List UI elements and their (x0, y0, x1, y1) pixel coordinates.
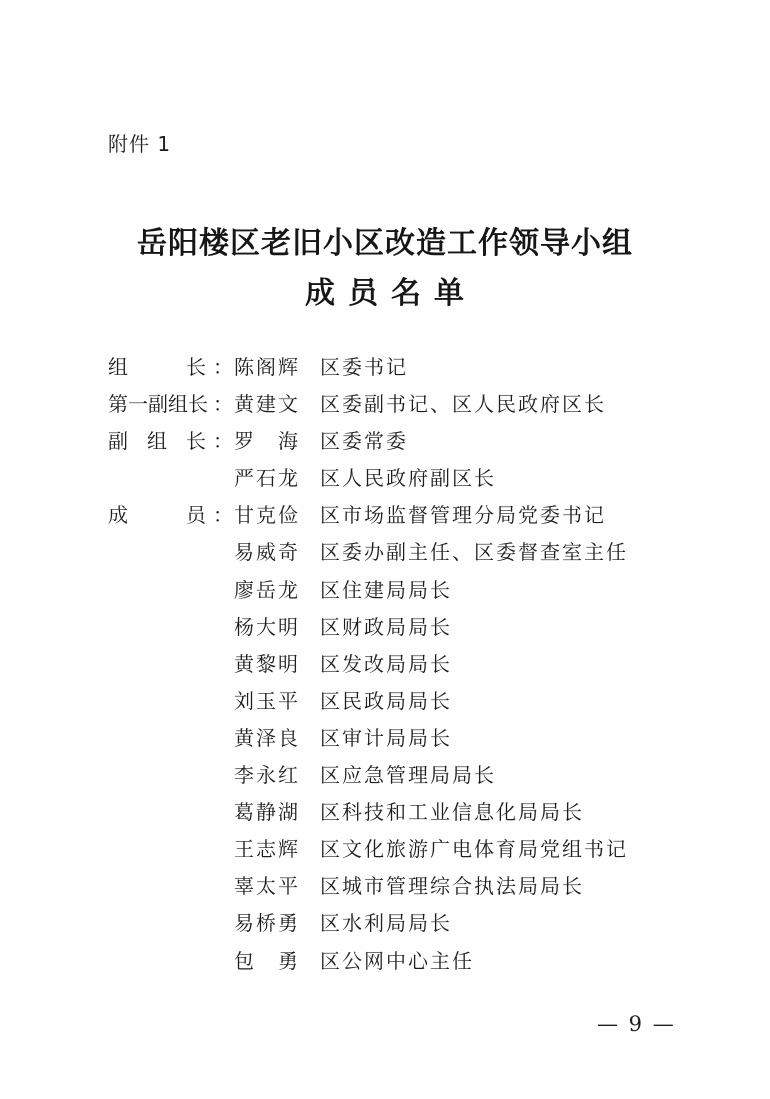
member-position: 区发改局局长 (320, 651, 452, 676)
member-row (108, 794, 708, 831)
member-row (108, 349, 708, 386)
member-position: 区人民政府副区长 (320, 466, 496, 491)
member-position: 区市场监督管理分局党委书记 (320, 503, 606, 528)
page-number: — 9 — (597, 1012, 676, 1036)
member-name: 严 石 龙 (234, 466, 298, 491)
member-row (108, 720, 708, 757)
member-position: 区住建局局长 (320, 577, 452, 602)
member-name: 刘 玉 平 (234, 688, 298, 713)
role-colon: ： (213, 392, 233, 417)
member-position: 区科技和工业信息化局局长 (320, 800, 584, 825)
member-name: 廖 岳 龙 (234, 577, 298, 602)
member-name: 易 威 奇 (234, 540, 298, 565)
member-position: 区文化旅游广电体育局党组书记 (320, 837, 628, 862)
member-name: 黄 建 文 (234, 392, 298, 417)
member-position: 区委副书记、区人民政府区长 (320, 392, 606, 417)
document-title: 岳阳楼区老旧小区改造工作领导小组 (137, 226, 633, 261)
member-role: 副 组 长 (108, 429, 206, 454)
member-row (108, 683, 708, 720)
member-row (108, 905, 708, 942)
member-position: 区委办副主任、区委督查室主任 (320, 540, 628, 565)
member-row (108, 534, 708, 571)
member-row (108, 572, 708, 609)
member-row (108, 943, 708, 980)
member-list (108, 349, 708, 980)
member-name: 包 勇 (234, 948, 298, 973)
member-name: 杨 大 明 (234, 614, 298, 639)
member-position: 区委常委 (320, 429, 408, 454)
member-position: 区水利局局长 (320, 911, 452, 936)
member-position: 区公网中心主任 (320, 948, 474, 973)
member-position: 区委书记 (320, 355, 408, 379)
member-position: 区民政局局长 (320, 688, 452, 713)
member-row (108, 646, 708, 683)
member-name: 易 桥 勇 (234, 911, 298, 936)
member-row (108, 460, 708, 497)
member-role: 组 长 (108, 355, 206, 379)
member-role: 成 员 (108, 503, 206, 528)
role-colon: ： (213, 429, 233, 454)
member-row (108, 423, 708, 460)
member-row (108, 386, 708, 423)
member-name: 葛 静 湖 (234, 800, 298, 825)
member-name: 陈 阁 辉 (234, 355, 298, 379)
role-colon: ： (213, 355, 233, 379)
attachment-label: 附件 1 (108, 132, 172, 156)
document-subtitle: 成员名单 (305, 276, 477, 311)
member-name: 王 志 辉 (234, 837, 298, 862)
member-row (108, 868, 708, 905)
member-role: 第 一 副 组 长 (108, 392, 208, 417)
member-row (108, 757, 708, 794)
member-name: 辜 太 平 (234, 874, 298, 899)
member-name: 黄 黎 明 (234, 651, 298, 676)
member-row (108, 497, 708, 534)
member-name: 罗 海 (234, 429, 298, 454)
member-row (108, 831, 708, 868)
member-name: 甘 克 俭 (234, 503, 298, 528)
member-row (108, 609, 708, 646)
member-position: 区财政局局长 (320, 614, 452, 639)
role-colon: ： (213, 503, 233, 528)
member-position: 区审计局局长 (320, 725, 452, 750)
member-position: 区城市管理综合执法局局长 (320, 874, 584, 899)
member-name: 李 永 红 (234, 763, 298, 788)
member-position: 区应急管理局局长 (320, 763, 496, 788)
member-name: 黄 泽 良 (234, 725, 298, 750)
